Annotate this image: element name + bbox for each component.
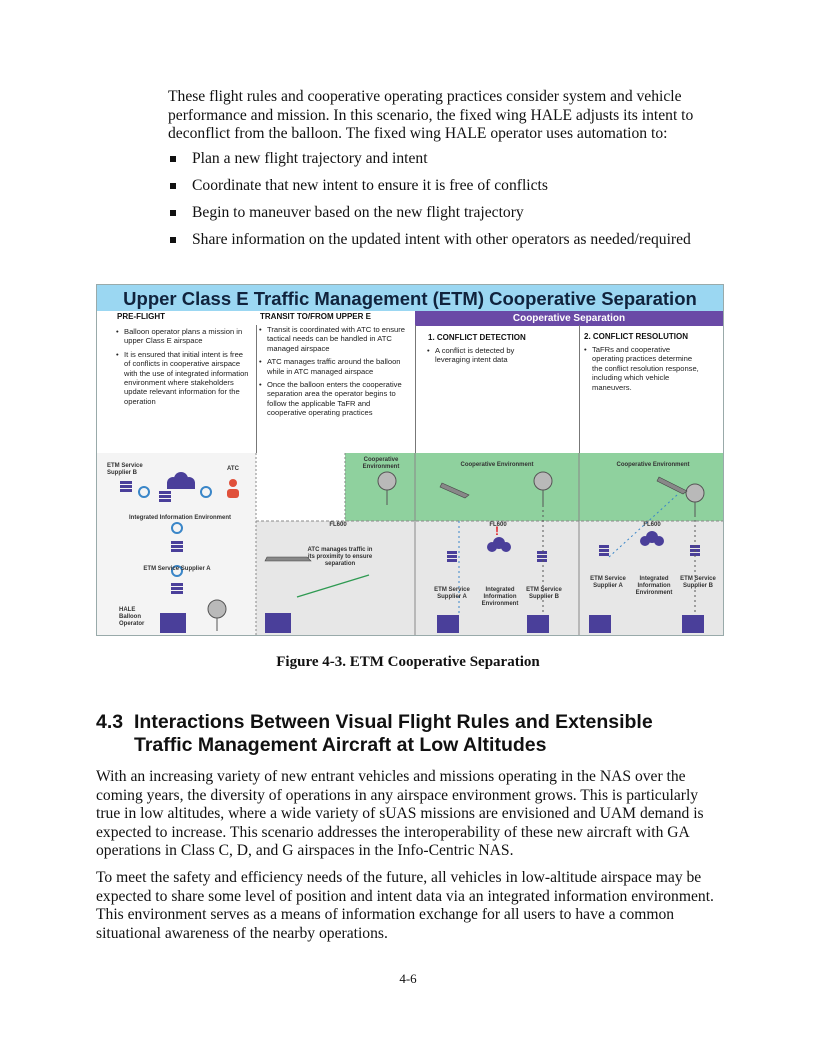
transit-list	[258, 325, 408, 422]
coop-env-label: Cooperative Environment	[460, 462, 534, 468]
list-item: • Once the balloon enters the cooperative separation area the operator begins to follow the applicable TaFR and cooperative operating practices	[258, 380, 408, 418]
alert-icon: !	[495, 524, 499, 538]
list-item: • A conflict is detected by leveraging intent data	[426, 346, 546, 365]
body-paragraph: To meet the safety and efficiency needs of the future, all vehicles in low-altitude airspace may be expected to share some level of position and intent data via an integrated information environment. This environment serves as a means of information exchange for all users to have a common situational awareness of the nearby operations.	[96, 869, 714, 942]
section-title: Interactions Between Visual Flight Rules and Extensible Traffic Management Aircraft at Low Altitudes	[134, 711, 653, 756]
list-item: • It is ensured that initial intent is free of conflicts in cooperative airspace with the use of integrated information environment where stakeholders update relevant information for the operation	[115, 350, 249, 406]
list-item: Coordinate that new intent to ensure it is free of conflicts	[168, 177, 728, 204]
bullet-icon	[170, 237, 176, 243]
cooperative-separation-bar: Cooperative Separation	[415, 311, 723, 326]
etm-supplier-a-label: ETM Service Supplier A	[143, 566, 211, 572]
list-item: Begin to maneuver based on the new flight trajectory	[168, 204, 728, 231]
figure-caption: Figure 4-3. ETM Cooperative Separation	[276, 654, 540, 670]
body-paragraph: With an increasing variety of new entrant vehicles and missions operating in the NAS over the coming years, the diversity of operations in any airspace environment grows. This is particularly true in low altitudes, where a wide variety of sUAS missions are envisioned and UAM demand is expected to increase. This scenario addresses the interoperability of these new aircraft with GA operations in Class C, D, and G airspaces in the Info-Centric NAS.	[96, 768, 704, 859]
fl600-label: FL600	[489, 522, 507, 528]
fl600-label: FL600	[643, 522, 661, 528]
iie-short-label: Integrated Information Environment	[635, 576, 673, 596]
figure-title: Upper Class E Traffic Management (ETM) Cooperative Separation	[97, 285, 723, 311]
intro-paragraph: These flight rules and cooperative operating practices consider system and vehicle performance and mission. In this scenario, the fixed wing HALE adjusts its intent to deconflict from the balloon. The fixed wing HALE operator uses automation to:	[168, 88, 694, 142]
atc-label: ATC	[227, 466, 239, 472]
conflict-detection-heading: 1. CONFLICT DETECTION	[428, 333, 526, 342]
list-item: • ATC manages traffic around the balloon while in ATC managed airspace	[258, 357, 408, 376]
bullet-icon	[170, 183, 176, 189]
etm-b-label: ETM Service Supplier B	[526, 587, 562, 600]
etm-b-label: ETM Service Supplier B	[680, 576, 716, 589]
list-item: Share information on the updated intent with other operators as needed/required	[168, 231, 728, 258]
etm-supplier-b-label: ETM Service Supplier B	[107, 463, 143, 476]
section-number: 4.3	[96, 711, 124, 733]
etm-figure	[96, 284, 724, 636]
bullet-icon	[170, 156, 176, 162]
airspace-diagram	[97, 453, 723, 636]
list-item: • Transit is coordinated with ATC to ensure tactical needs can be handled in ATC managed airspace	[258, 325, 408, 353]
preflight-list	[115, 327, 249, 410]
coop-env-label: Cooperative Environment	[616, 462, 690, 468]
list-item: • Balloon operator plans a mission in upper Class E airspace	[115, 327, 249, 346]
fl600-label: FL600	[329, 522, 347, 528]
list-item: Plan a new flight trajectory and intent	[168, 150, 728, 177]
preflight-heading: PRE-FLIGHT	[117, 312, 165, 321]
list-item: • TaFRs and cooperative operating practices determine the conflict resolution response, including which vehicle maneuvers.	[583, 345, 701, 392]
divider	[256, 325, 257, 453]
resolution-list	[583, 345, 701, 396]
etm-a-label: ETM Service Supplier A	[590, 576, 626, 589]
atc-manages-label: ATC manages traffic in its proximity to ensure separation	[307, 547, 373, 567]
page-number: 4-6	[399, 971, 417, 986]
coop-env-label: Cooperative Environment	[362, 457, 400, 470]
etm-a-label: ETM Service Supplier A	[434, 587, 470, 600]
hale-operator-label: HALE Balloon Operator	[119, 607, 145, 627]
detection-list	[426, 346, 546, 369]
conflict-resolution-heading: 2. CONFLICT RESOLUTION	[584, 332, 688, 341]
iie-label: Integrated Information Environment	[128, 515, 231, 521]
divider	[415, 325, 416, 453]
iie-short-label: Integrated Information Environment	[481, 587, 519, 607]
bullet-icon	[170, 210, 176, 216]
bullet-list	[168, 150, 728, 258]
transit-heading: TRANSIT TO/FROM UPPER E	[260, 312, 371, 321]
divider	[579, 325, 580, 453]
